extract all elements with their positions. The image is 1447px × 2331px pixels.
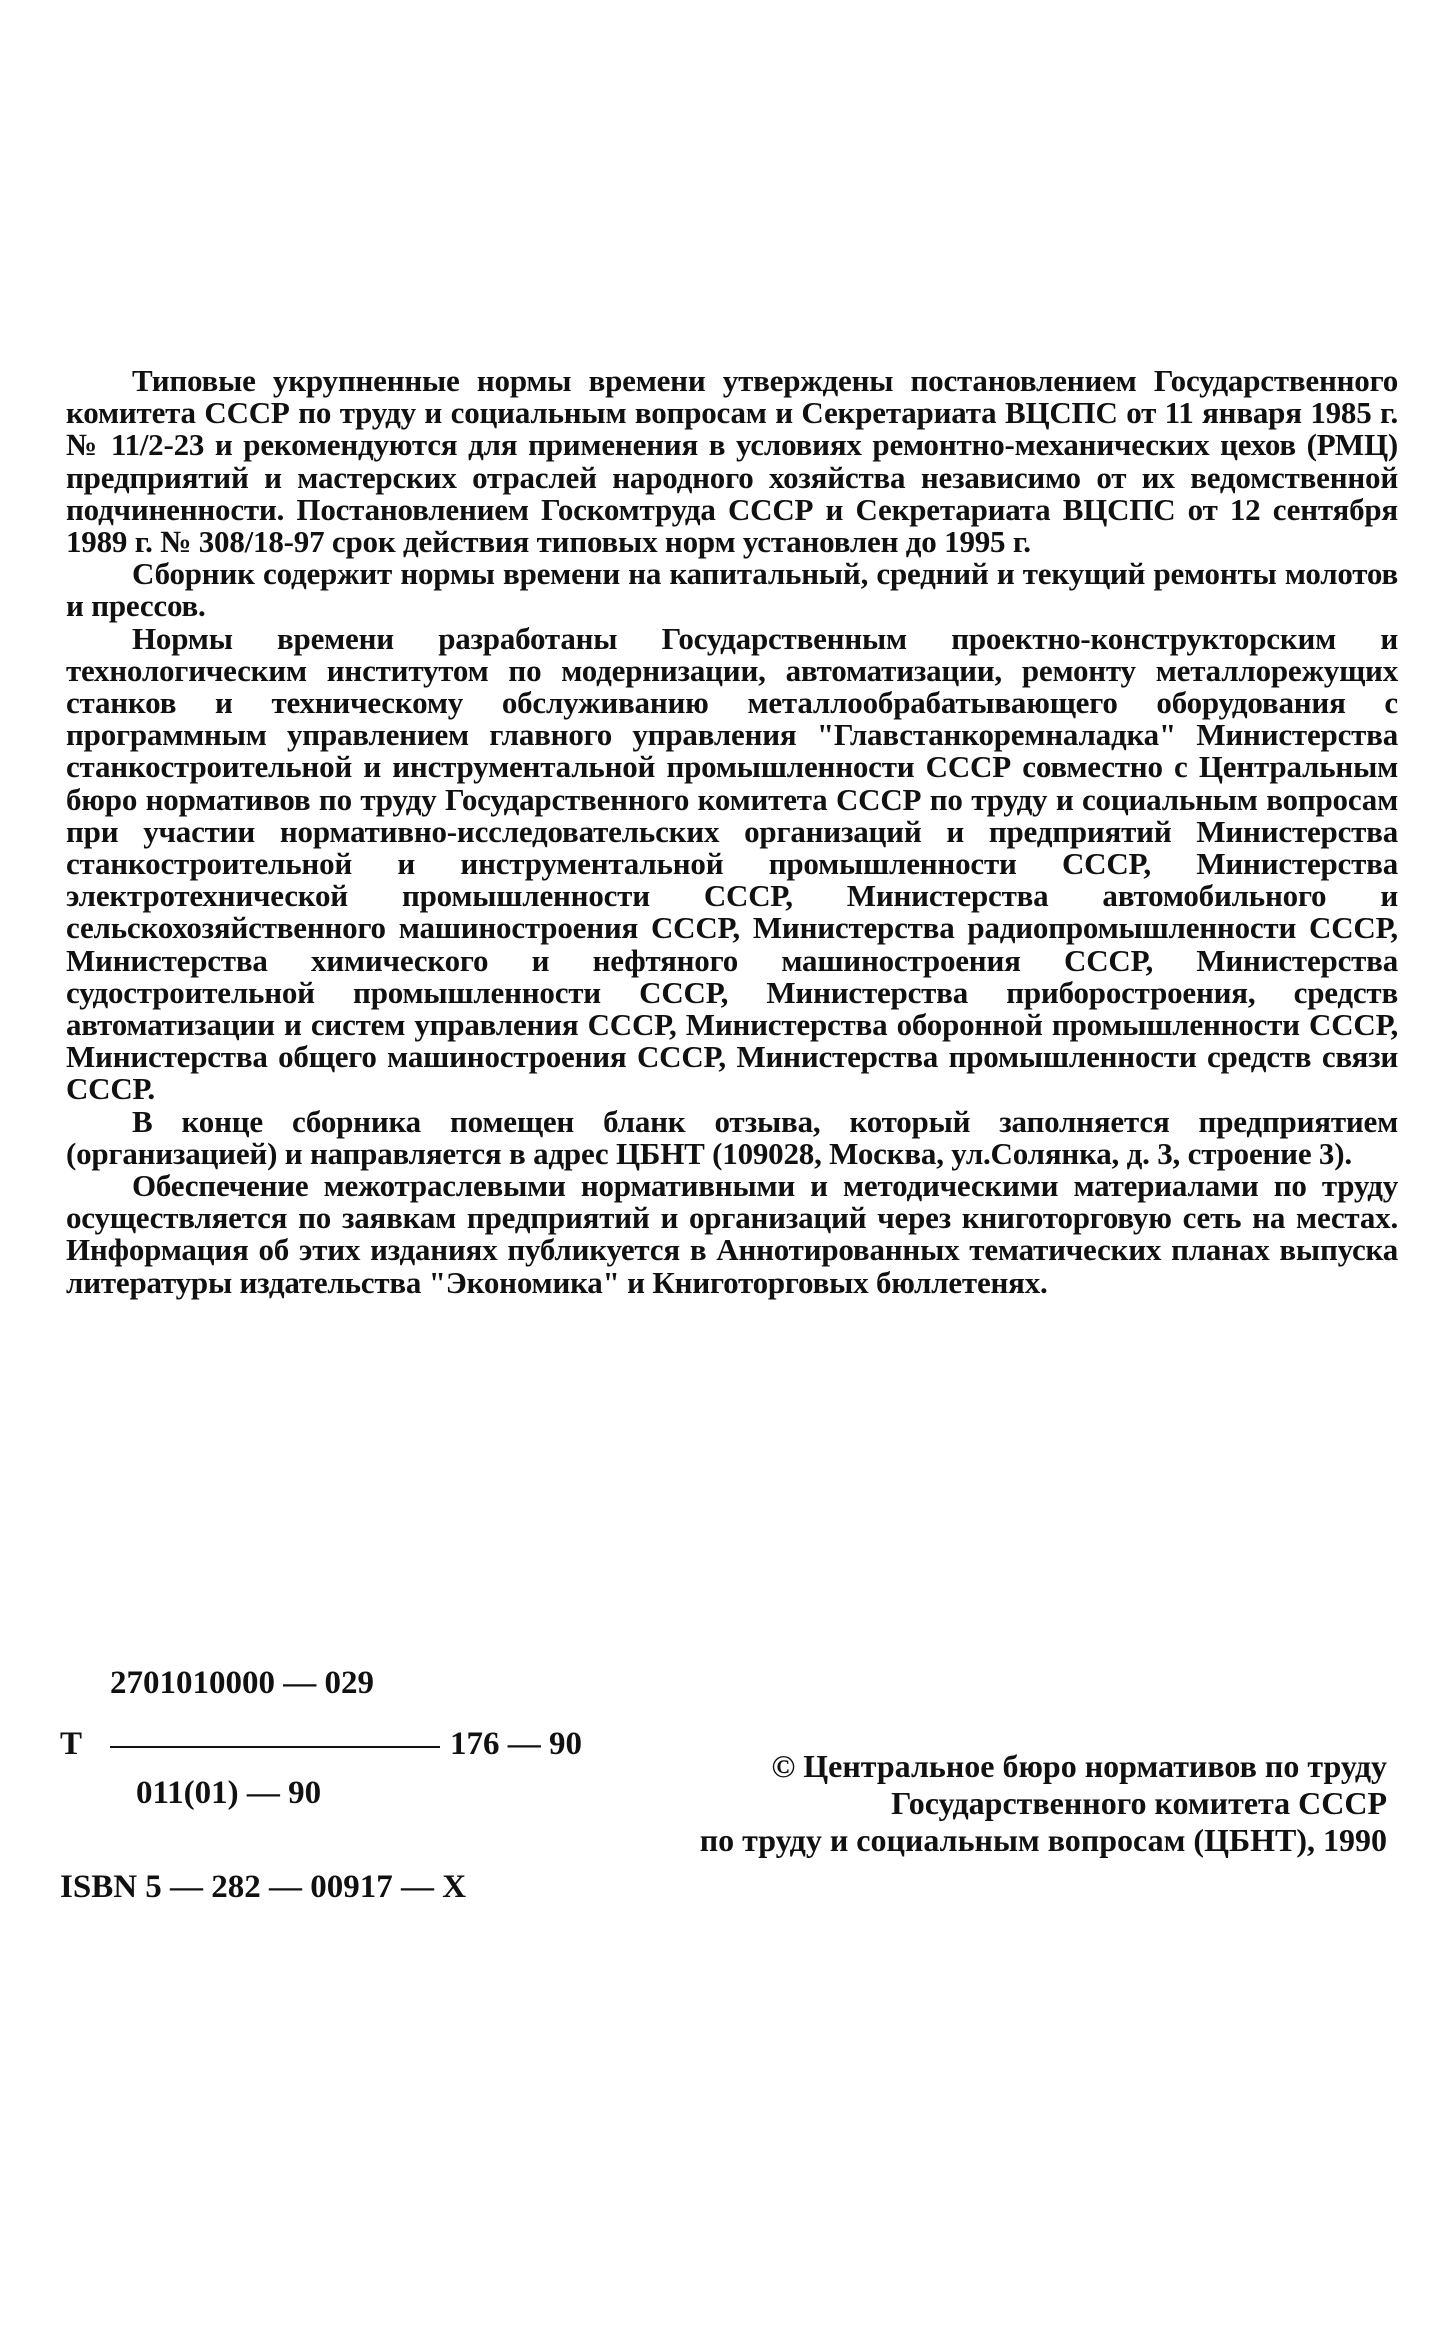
paragraph-feedback-form: В конце сборника помещен бланк отзыва, который заполняется предприятием (организацией) и направляется в адрес ЦБНТ (109028, Москва, ул.Солянка, д. 3, строение 3).: [66, 1103, 1398, 1171]
copyright-line-3: по труду и социальным вопросам (ЦБНТ), 1990: [699, 1822, 1387, 1858]
copyright-notice: [607, 1748, 1387, 1859]
publication-code: [60, 1665, 620, 1905]
copyright-line-2: Государственного комитета СССР: [891, 1785, 1387, 1821]
paragraph-approval: Типовые укрупненные нормы времени утверждены постановлением Государственного комитета СССР по труду и социальным вопросам и Секретариата ВЦСПС от 11 января 1985 г. № 11/2-23 и рекомендуются для применения в условиях ремонтно-механических цехов (РМЦ) предприятий и мастерских отраслей народного хозяйства независимо от их ведомственной подчиненности. Постановлением Госкомтруда СССР и Секретариата ВЦСПС от 12 сентября 1989 г. № 308/18-97 срок действия типовых норм установлен до 1995 г.: [66, 363, 1398, 560]
code-suffix: 176 — 90: [450, 1726, 582, 1762]
code-denominator: 011(01) — 90: [136, 1775, 322, 1811]
code-letter: Т: [60, 1726, 83, 1762]
fraction-line: [110, 1746, 440, 1748]
main-text: [66, 365, 1398, 1299]
code-numerator: 2701010000 — 029: [110, 1665, 374, 1701]
paragraph-distribution: Обеспечение межотраслевыми нормативными и методическими материалами по труду осуществляется по заявкам предприятий и организаций через книготорговую сеть на местах. Информация об этих изданиях публикуется в Аннотированных тематических планах выпуска литературы издательства "Экономика" и Книготорговых бюллетенях.: [66, 1168, 1398, 1300]
paragraph-developers: Нормы времени разработаны Государственным проектно-конструкторским и технологическим институтом по модернизации, автоматизации, ремонту металлорежущих станков и техническому обслуживанию металлообрабатывающего оборудования с программным управлением главного управления "Главстанкоремналадка" Министерства станкостроительной и инструментальной промышленности СССР совместно с Центральным бюро нормативов по труду Государственного комитета СССР по труду и социальным вопросам при участии нормативно-исследовательских организаций и предприятий Министерства станкостроительной и инструментальной промышленности СССР, Министерства электротехнической промышленности СССР, Министерства автомобильного и сельскохозяйственного машиностроения СССР, Министерства радиопромышленности СССР, Министерства химического и нефтяного машиностроения СССР, Министерства судостроительной промышленности СССР, Министерства приборостроения, средств автоматизации и систем управления СССР, Министерства оборонной промышленности СССР, Министерства общего машиностроения СССР, Министерства промышленности средств связи СССР.: [66, 620, 1398, 1107]
isbn: ISBN 5 — 282 — 00917 — X: [60, 1869, 467, 1905]
copyright-line-1: © Центральное бюро нормативов по труду: [771, 1748, 1387, 1784]
paragraph-contents: Сборник содержит нормы времени на капитальный, средний и текущий ремонты молотов и прессов.: [66, 556, 1398, 624]
